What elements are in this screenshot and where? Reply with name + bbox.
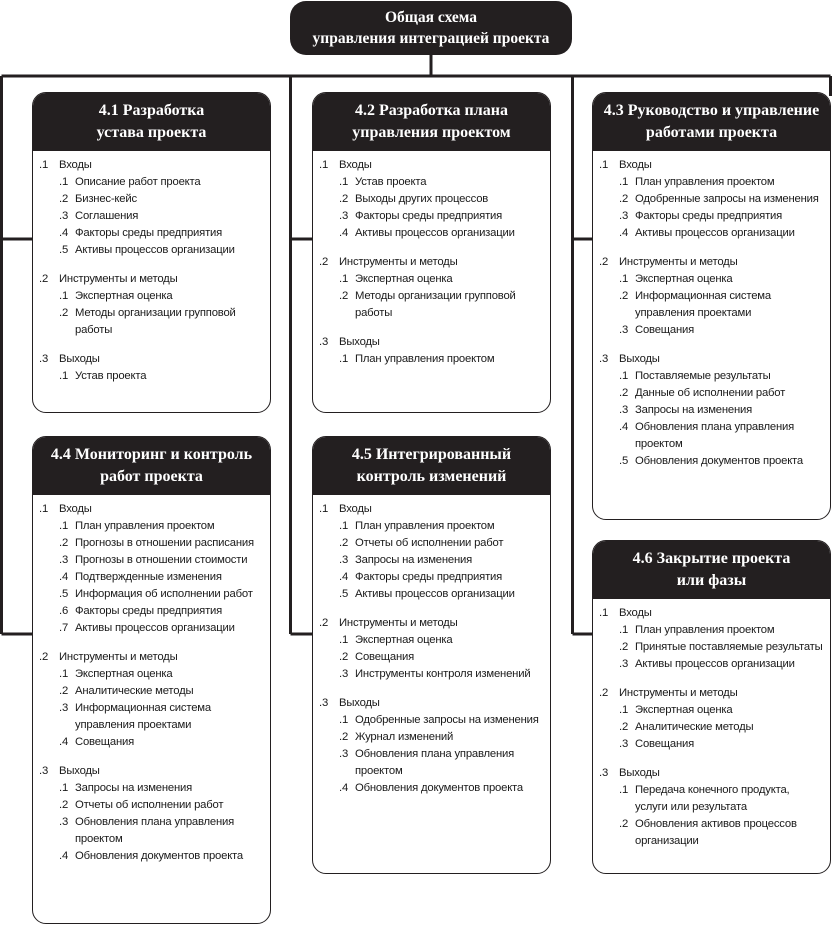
section-label: Инструменты и методы bbox=[619, 256, 738, 268]
list-item bbox=[319, 351, 544, 368]
item-text: Активы процессов организации bbox=[355, 227, 515, 239]
item-text: Обновления активов процессов организации bbox=[635, 818, 797, 847]
list-item bbox=[39, 518, 264, 535]
item-number: .6 bbox=[59, 605, 69, 617]
list-item bbox=[39, 586, 264, 603]
section-number: .2 bbox=[319, 256, 329, 268]
list-item bbox=[319, 649, 544, 666]
item-number: .1 bbox=[339, 634, 349, 646]
section-header bbox=[39, 271, 264, 288]
list-item bbox=[319, 666, 544, 683]
item-number: .3 bbox=[339, 210, 349, 222]
section-label: Входы bbox=[339, 503, 372, 515]
section-group bbox=[599, 765, 824, 850]
list-item bbox=[39, 225, 264, 242]
root-node bbox=[290, 1, 572, 55]
item-number: .1 bbox=[619, 624, 629, 636]
item-text: Запросы на изменения bbox=[75, 782, 193, 794]
list-item bbox=[319, 569, 544, 586]
section-group bbox=[39, 271, 264, 339]
list-item bbox=[39, 620, 264, 637]
section-group bbox=[39, 157, 264, 259]
process-title-line: 4.3 Руководство и управление bbox=[603, 102, 820, 119]
item-number: .1 bbox=[619, 704, 629, 716]
section-number: .2 bbox=[39, 651, 49, 663]
list-item bbox=[39, 603, 264, 620]
section-label: Инструменты и методы bbox=[59, 651, 178, 663]
list-item bbox=[599, 288, 824, 322]
list-item bbox=[39, 174, 264, 191]
item-number: .3 bbox=[59, 816, 69, 828]
section-label: Входы bbox=[339, 159, 372, 171]
item-text: Данные об исполнении работ bbox=[635, 387, 786, 399]
item-number: .4 bbox=[619, 227, 629, 239]
section-label: Инструменты и методы bbox=[59, 273, 178, 285]
list-item bbox=[599, 816, 824, 850]
item-text: Отчеты об исполнении работ bbox=[355, 537, 504, 549]
list-item bbox=[39, 569, 264, 586]
section-group bbox=[599, 351, 824, 470]
section-number: .2 bbox=[599, 256, 609, 268]
item-text: План управления проектом bbox=[635, 176, 775, 188]
item-number: .5 bbox=[59, 588, 69, 600]
list-item bbox=[39, 814, 264, 848]
item-text: Обновления плана управления проектом bbox=[75, 816, 235, 845]
section-label: Выходы bbox=[59, 765, 100, 777]
item-number: .2 bbox=[619, 387, 629, 399]
item-number: .4 bbox=[339, 227, 349, 239]
list-item bbox=[599, 453, 824, 470]
section-header bbox=[319, 334, 544, 351]
item-number: .5 bbox=[59, 244, 69, 256]
list-item bbox=[319, 535, 544, 552]
item-number: .1 bbox=[59, 176, 69, 188]
section-group bbox=[39, 501, 264, 637]
section-group bbox=[319, 695, 544, 797]
item-number: .1 bbox=[59, 668, 69, 680]
section-label: Входы bbox=[619, 607, 652, 619]
section-header bbox=[39, 157, 264, 174]
item-number: .3 bbox=[339, 668, 349, 680]
item-text: Аналитические методы bbox=[635, 721, 754, 733]
list-item bbox=[39, 552, 264, 569]
section-header bbox=[599, 685, 824, 702]
list-item bbox=[319, 191, 544, 208]
root-title-line2: управления интеграцией проекта bbox=[312, 30, 550, 47]
item-number: .3 bbox=[339, 748, 349, 760]
item-text: Активы процессов организации bbox=[75, 244, 235, 256]
item-text: Факторы среды предприятия bbox=[75, 227, 223, 239]
section-label: Выходы bbox=[339, 336, 380, 348]
item-number: .5 bbox=[339, 588, 349, 600]
list-item bbox=[319, 780, 544, 797]
item-text: Факторы среды предприятия bbox=[355, 571, 503, 583]
item-text: Совещания bbox=[635, 324, 695, 336]
list-item bbox=[319, 729, 544, 746]
item-text: План управления проектом bbox=[355, 353, 495, 365]
item-text: Экспертная оценка bbox=[75, 290, 173, 302]
process-box-4-3 bbox=[592, 92, 831, 520]
item-number: .1 bbox=[59, 520, 69, 532]
section-group bbox=[319, 334, 544, 368]
process-title bbox=[33, 437, 270, 495]
item-number: .2 bbox=[619, 193, 629, 205]
item-text: Отчеты об исполнении работ bbox=[75, 799, 224, 811]
section-number: .1 bbox=[39, 503, 49, 515]
item-text: Передача конечного продукта, услуги или результата bbox=[635, 784, 790, 813]
item-text: Информационная система управления проектами bbox=[635, 290, 771, 319]
section-number: .3 bbox=[599, 353, 609, 365]
item-text: План управления проектом bbox=[635, 624, 775, 636]
process-title-line: работами проекта bbox=[645, 124, 778, 141]
item-text: Обновления плана управления проектом bbox=[635, 421, 795, 450]
item-number: .3 bbox=[619, 404, 629, 416]
process-details bbox=[313, 495, 550, 797]
item-text: Описание работ проекта bbox=[75, 176, 201, 188]
section-group bbox=[319, 615, 544, 683]
item-number: .3 bbox=[619, 658, 629, 670]
process-title bbox=[313, 93, 550, 151]
section-header bbox=[599, 157, 824, 174]
item-text: Факторы среды предприятия bbox=[355, 210, 503, 222]
section-header bbox=[319, 615, 544, 632]
item-text: Одобренные запросы на изменения bbox=[355, 714, 539, 726]
list-item bbox=[319, 174, 544, 191]
list-item bbox=[39, 683, 264, 700]
section-label: Инструменты и методы bbox=[339, 256, 458, 268]
item-text: Одобренные запросы на изменения bbox=[635, 193, 819, 205]
section-group bbox=[599, 157, 824, 242]
item-text: Запросы на изменения bbox=[635, 404, 753, 416]
list-item bbox=[319, 586, 544, 603]
item-number: .4 bbox=[339, 782, 349, 794]
list-item bbox=[39, 666, 264, 683]
item-text: Активы процессов организации bbox=[75, 622, 235, 634]
list-item bbox=[599, 208, 824, 225]
list-item bbox=[319, 208, 544, 225]
item-number: .1 bbox=[339, 714, 349, 726]
item-number: .1 bbox=[339, 273, 349, 285]
item-number: .1 bbox=[619, 784, 629, 796]
section-group bbox=[599, 685, 824, 753]
section-header bbox=[599, 254, 824, 271]
item-number: .1 bbox=[59, 370, 69, 382]
item-text: Прогнозы в отношении расписания bbox=[75, 537, 254, 549]
item-text: Устав проекта bbox=[355, 176, 427, 188]
section-group bbox=[319, 254, 544, 322]
process-title-line: контроль изменений bbox=[356, 468, 507, 485]
process-details bbox=[593, 151, 830, 470]
section-number: .3 bbox=[599, 767, 609, 779]
item-number: .4 bbox=[59, 736, 69, 748]
list-item bbox=[39, 191, 264, 208]
process-title-line: управления проектом bbox=[352, 124, 511, 141]
list-item bbox=[39, 780, 264, 797]
item-number: .5 bbox=[619, 455, 629, 467]
list-item bbox=[599, 402, 824, 419]
section-header bbox=[599, 765, 824, 782]
list-item bbox=[39, 535, 264, 552]
item-text: Активы процессов организации bbox=[635, 227, 795, 239]
item-text: Активы процессов организации bbox=[635, 658, 795, 670]
process-box-4-4 bbox=[32, 436, 271, 924]
section-number: .1 bbox=[319, 159, 329, 171]
item-text: Принятые поставляемые результаты bbox=[635, 641, 823, 653]
section-group bbox=[599, 254, 824, 339]
item-number: .3 bbox=[619, 210, 629, 222]
section-group bbox=[39, 351, 264, 385]
section-header bbox=[39, 351, 264, 368]
item-number: .3 bbox=[619, 738, 629, 750]
list-item bbox=[599, 322, 824, 339]
list-item bbox=[319, 288, 544, 322]
process-title bbox=[33, 93, 270, 151]
list-item bbox=[319, 552, 544, 569]
item-number: .3 bbox=[59, 554, 69, 566]
list-item bbox=[599, 736, 824, 753]
list-item bbox=[319, 746, 544, 780]
item-number: .1 bbox=[619, 273, 629, 285]
section-group bbox=[319, 157, 544, 242]
item-text: Обновления плана управления проектом bbox=[355, 748, 515, 777]
item-text: Экспертная оценка bbox=[355, 273, 453, 285]
item-number: .1 bbox=[339, 176, 349, 188]
section-group bbox=[39, 763, 264, 865]
item-text: Экспертная оценка bbox=[635, 273, 733, 285]
process-title-line: устава проекта bbox=[96, 124, 207, 141]
process-title bbox=[313, 437, 550, 495]
section-number: .3 bbox=[39, 353, 49, 365]
item-text: Информационная система управления проектами bbox=[75, 702, 211, 731]
item-number: .7 bbox=[59, 622, 69, 634]
item-text: Выходы других процессов bbox=[355, 193, 489, 205]
item-text: Журнал изменений bbox=[355, 731, 454, 743]
item-text: Методы организации групповой работы bbox=[75, 307, 236, 336]
section-header bbox=[319, 157, 544, 174]
section-label: Инструменты и методы bbox=[339, 617, 458, 629]
item-number: .1 bbox=[59, 782, 69, 794]
item-text: Поставляемые результаты bbox=[635, 370, 771, 382]
item-text: Аналитические методы bbox=[75, 685, 194, 697]
item-number: .3 bbox=[59, 210, 69, 222]
item-number: .2 bbox=[339, 193, 349, 205]
list-item bbox=[599, 385, 824, 402]
item-number: .2 bbox=[59, 307, 69, 319]
item-text: Экспертная оценка bbox=[355, 634, 453, 646]
section-label: Входы bbox=[619, 159, 652, 171]
item-text: Запросы на изменения bbox=[355, 554, 473, 566]
list-item bbox=[599, 702, 824, 719]
item-number: .3 bbox=[59, 702, 69, 714]
root-title-line1: Общая схема bbox=[384, 9, 478, 26]
process-title bbox=[593, 541, 830, 599]
process-details bbox=[593, 599, 830, 850]
process-box-4-1 bbox=[32, 92, 271, 413]
section-label: Выходы bbox=[619, 353, 660, 365]
list-item bbox=[599, 191, 824, 208]
section-header bbox=[39, 763, 264, 780]
item-number: .1 bbox=[619, 370, 629, 382]
item-text: Инструменты контроля изменений bbox=[355, 668, 531, 680]
section-group bbox=[599, 605, 824, 673]
process-title-line: 4.2 Разработка плана bbox=[355, 102, 508, 119]
list-item bbox=[319, 518, 544, 535]
item-number: .2 bbox=[339, 731, 349, 743]
list-item bbox=[599, 656, 824, 673]
item-text: Активы процессов организации bbox=[355, 588, 515, 600]
section-number: .3 bbox=[39, 765, 49, 777]
process-details bbox=[33, 495, 270, 865]
list-item bbox=[39, 208, 264, 225]
item-number: .1 bbox=[619, 176, 629, 188]
process-box-4-6 bbox=[592, 540, 831, 874]
list-item bbox=[599, 174, 824, 191]
section-number: .1 bbox=[39, 159, 49, 171]
list-item bbox=[319, 225, 544, 242]
section-header bbox=[319, 501, 544, 518]
item-text: Факторы среды предприятия bbox=[635, 210, 783, 222]
item-number: .2 bbox=[339, 651, 349, 663]
process-box-4-2 bbox=[312, 92, 551, 413]
section-number: .1 bbox=[599, 607, 609, 619]
item-text: Экспертная оценка bbox=[635, 704, 733, 716]
item-number: .3 bbox=[339, 554, 349, 566]
item-text: План управления проектом bbox=[75, 520, 215, 532]
process-title-line: или фазы bbox=[676, 572, 747, 589]
item-number: .2 bbox=[59, 799, 69, 811]
item-number: .4 bbox=[59, 571, 69, 583]
section-label: Выходы bbox=[339, 697, 380, 709]
section-number: .2 bbox=[599, 687, 609, 699]
item-number: .2 bbox=[59, 685, 69, 697]
section-header bbox=[599, 605, 824, 622]
item-text: План управления проектом bbox=[355, 520, 495, 532]
list-item bbox=[319, 271, 544, 288]
item-text: Информация об исполнении работ bbox=[75, 588, 253, 600]
section-header bbox=[599, 351, 824, 368]
item-number: .1 bbox=[339, 353, 349, 365]
section-header bbox=[319, 695, 544, 712]
item-text: Обновления документов проекта bbox=[75, 850, 243, 862]
list-item bbox=[39, 242, 264, 259]
process-title-line: 4.4 Мониторинг и контроль bbox=[50, 446, 253, 463]
item-number: .2 bbox=[619, 721, 629, 733]
section-number: .2 bbox=[39, 273, 49, 285]
section-label: Инструменты и методы bbox=[619, 687, 738, 699]
section-label: Выходы bbox=[619, 767, 660, 779]
section-group bbox=[319, 501, 544, 603]
item-number: .2 bbox=[339, 537, 349, 549]
section-header bbox=[39, 649, 264, 666]
item-text: Совещания bbox=[635, 738, 695, 750]
list-item bbox=[319, 632, 544, 649]
item-number: .2 bbox=[619, 641, 629, 653]
section-number: .3 bbox=[319, 697, 329, 709]
list-item bbox=[599, 622, 824, 639]
item-text: Устав проекта bbox=[75, 370, 147, 382]
section-label: Выходы bbox=[59, 353, 100, 365]
item-number: .1 bbox=[59, 290, 69, 302]
item-text: Факторы среды предприятия bbox=[75, 605, 223, 617]
list-item bbox=[39, 368, 264, 385]
item-number: .2 bbox=[619, 290, 629, 302]
list-item bbox=[319, 712, 544, 729]
item-text: Методы организации групповой работы bbox=[355, 290, 516, 319]
item-number: .2 bbox=[59, 537, 69, 549]
list-item bbox=[599, 419, 824, 453]
section-label: Входы bbox=[59, 159, 92, 171]
list-item bbox=[39, 700, 264, 734]
section-label: Входы bbox=[59, 503, 92, 515]
item-number: .4 bbox=[619, 421, 629, 433]
section-number: .1 bbox=[599, 159, 609, 171]
section-group bbox=[39, 649, 264, 751]
list-item bbox=[39, 848, 264, 865]
item-number: .2 bbox=[339, 290, 349, 302]
item-text: Совещания bbox=[75, 736, 135, 748]
item-text: Подтвержденные изменения bbox=[75, 571, 222, 583]
item-number: .2 bbox=[619, 818, 629, 830]
item-text: Обновления документов проекта bbox=[355, 782, 523, 794]
section-number: .3 bbox=[319, 336, 329, 348]
item-number: .2 bbox=[59, 193, 69, 205]
process-title-line: 4.1 Разработка bbox=[98, 102, 205, 119]
process-box-4-5 bbox=[312, 436, 551, 874]
process-details bbox=[313, 151, 550, 368]
list-item bbox=[599, 368, 824, 385]
item-number: .4 bbox=[59, 227, 69, 239]
list-item bbox=[599, 225, 824, 242]
item-number: .4 bbox=[59, 850, 69, 862]
section-number: .2 bbox=[319, 617, 329, 629]
section-header bbox=[39, 501, 264, 518]
list-item bbox=[39, 288, 264, 305]
item-text: Прогнозы в отношении стоимости bbox=[75, 554, 248, 566]
process-title-line: 4.5 Интегрированный bbox=[351, 446, 512, 463]
item-number: .1 bbox=[339, 520, 349, 532]
process-title-line: 4.6 Закрытие проекта bbox=[632, 550, 791, 567]
list-item bbox=[39, 734, 264, 751]
list-item bbox=[39, 305, 264, 339]
item-number: .3 bbox=[619, 324, 629, 336]
list-item bbox=[599, 719, 824, 736]
process-title bbox=[593, 93, 830, 151]
item-text: Обновления документов проекта bbox=[635, 455, 803, 467]
process-title-line: работ проекта bbox=[100, 468, 203, 485]
item-text: Бизнес-кейс bbox=[75, 193, 137, 205]
process-details bbox=[33, 151, 270, 385]
list-item bbox=[599, 782, 824, 816]
list-item bbox=[39, 797, 264, 814]
list-item bbox=[599, 271, 824, 288]
list-item bbox=[599, 639, 824, 656]
item-text: Соглашения bbox=[75, 210, 139, 222]
item-text: Экспертная оценка bbox=[75, 668, 173, 680]
item-text: Совещания bbox=[355, 651, 415, 663]
section-number: .1 bbox=[319, 503, 329, 515]
item-number: .4 bbox=[339, 571, 349, 583]
section-header bbox=[319, 254, 544, 271]
